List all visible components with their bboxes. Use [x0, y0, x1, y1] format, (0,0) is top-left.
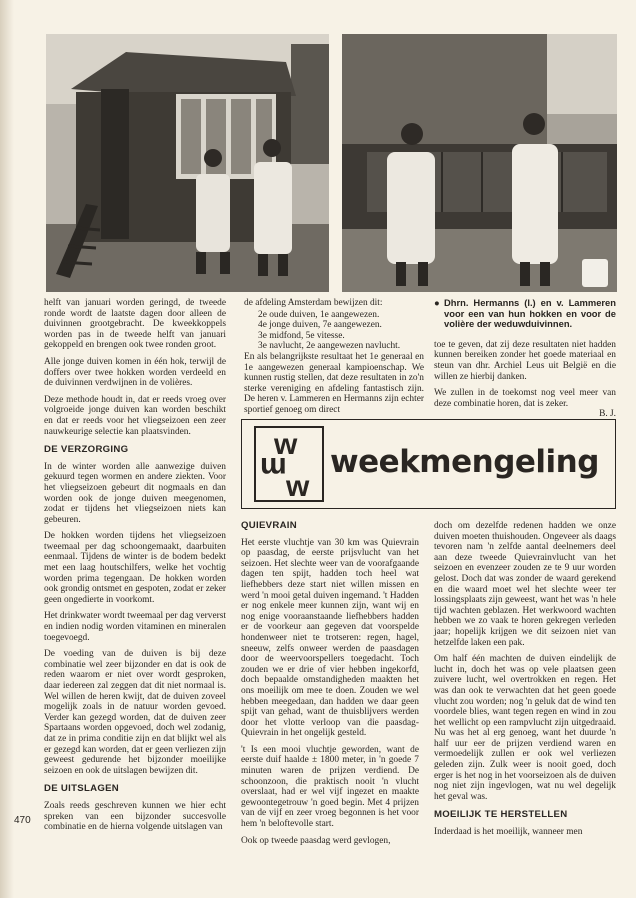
paragraph: In de winter worden alle aanwezige duiven gekuurd tegen wormen en andere ziekten. Voor het vliegseizoen gebeurt dit nogmaals en dan worden ook de jonge duiven meegenomen, zodat er tijdens het vliegseizoen niets kan gebeuren. — [44, 461, 226, 525]
bullet-icon: ● — [434, 297, 440, 308]
paragraph: Zoals reeds geschreven kunnen we hier echt spreken van een bijzonder succesvolle combinatie en de hierna volgende uitslagen van — [44, 800, 226, 833]
paragraph: Ook op tweede paasdag werd gevlogen, — [241, 835, 391, 846]
column-3 — [434, 298, 616, 420]
result-item: 3e midfond, 5e vitesse. — [258, 330, 345, 341]
paragraph: 't Is een mooi vluchtje geworden, want de eerste duif haalde ± 1800 meter, in 'n goede 7 minuten waren de prijzen verdiend. De schoonzoon, die praktisch nooit 'n vlucht overslaat, had er wel vijf ingezet en maakte gewoontegetrouw 'n goed begin. Met 4 prijzen van de vijf en zeer vroeg begonnen is het voor hem 'n beloftevolle start. — [241, 744, 419, 830]
section-heading: MOEILIJK TE HERSTELLEN — [434, 809, 568, 821]
results-list — [258, 310, 424, 352]
caption-text: Dhrn. Hermanns (l.) en v. Lammeren voor een van hun hokken en voor de volière der weduwduivinnen. — [444, 297, 616, 330]
paragraph: Alle jonge duiven komen in één hok, terwijl de doffers over twee hokken worden verdeeld en de duivinnen verdwijnen in de volières. — [44, 356, 226, 389]
wmw-logo — [254, 426, 324, 502]
banner-title: weekmengeling — [330, 444, 599, 480]
paragraph: Het drinkwater wordt tweemaal per dag ververst en indien nodig worden vitaminen en mineralen toegevoegd. — [44, 611, 226, 643]
result-item: 4e jonge duiven, 7e aangewezen. — [258, 320, 382, 331]
paragraph: de afdeling Amsterdam bewijzen dit: — [244, 298, 383, 308]
photo-caption — [434, 298, 616, 330]
result-item: 3e navlucht, 2e aangewezen navlucht. — [258, 341, 401, 352]
result-item: 2e oude duiven, 1e aangewezen. — [258, 309, 380, 320]
section-heading: DE UITSLAGEN — [44, 783, 120, 795]
paragraph: De hokken worden tijdens het vliegseizoen tweemaal per dag schoongemaakt, daarbuiten eenmaal. Tijdens de winter is de bodem bedekt met een laag houtschilfers, welke het vochtig worden prima tegengaan. De hokken worden ook grondig ontsmet en gespoten, zodat er zeker geen ongedierte in voorkomt. — [44, 531, 226, 605]
paragraph: En als belangrijkste resultaat het 1e generaal en 1e aangewezen generaal kampioenschap. We kunnen rustig stellen, dat deze resultaten in zo'n sterke vereniging en afdeling fantastisch zijn. De heren v. Lammeren en Hermanns zijn echter sportief genoeg om direct — [244, 351, 424, 415]
paragraph: De voeding van de duiven is bij deze combinatie wel zeer bijzonder en dat is ook de reden waarom er niet over wordt gesproken, daar iedereen zal zeggen dat dit niet normaal is. Wel willen de heren kwijt, dat de duiven zoveel mogelijk zoals in de natuur worden gevoed. Verder kan gezegd worden, dat de duiven zeer Spartaans worden opgevoed, doch wel zodanig, dat ze in prima conditie zijn en dat blijkt wel als er gezegd kan worden, dat er geen verliezen zijn geweest gedurende het bijzonder moeilijke seizoen en ook de uitslagen bewijzen dit. — [44, 649, 226, 776]
column-1 — [44, 298, 226, 839]
column-2 — [244, 298, 424, 422]
logo-letter: m — [260, 451, 287, 484]
weekmengeling-banner — [241, 419, 616, 509]
section-heading: QUIEVRAIN — [241, 520, 298, 531]
paragraph: We zullen in de toekomst nog veel meer van deze combinatie horen, dat is zeker. — [434, 388, 616, 409]
paragraph: Het eerste vluchtje van 30 km was Quievrain op paasdag, de eerste prijsvlucht van het seizoen. Het slechte weer van de voorafgaande dagen ten spijt, hadden toch heel wat liefhebbers deze start niet willen missen en werd 'n mooi getal duiven ingemand. 't Hadden er nog enkele meer kunnen zijn, want wij en nog enige vooraanstaande liefhebbers hadden er de voorkeur aan gegeven dat voorspelde hondenweer niet te trotseren: regen, hagel, sneeuw, zelfs onweer werden de paasdagen door de weervoorspellers toegedacht. Toch zouden we er drie of vier hebben ingekorfd, doch bepaalde omstandigheden maakten het ons moeilijk om mee te doen. Zouden we wel hebben meegedaan, dan hadden we daar geen spijt van gehad, want de thuisblijvers werden door het vlotte verloop van die paasdag-Quievrain in het ongelijk gesteld. — [241, 537, 419, 739]
paragraph: Deze methode houdt in, dat er reeds vroeg over volgroeide jonge duiven kan worden beschikt en dat er reeds voor het vliegseizoen een zeer nauwkeurige selectie kan plaatsvinden. — [44, 394, 226, 437]
paragraph: doch om dezelfde redenen hadden we onze duiven moeten thuishouden. Ongeveer als daags tevoren nam 'n zelfde aantal deelnemers deel aan deze tweede Quievrainvlucht van het seizoen en evenzeer zouden ze te 9 uur worden gelost. Doch dat was zonder de waard gerekend en die waard moet wel het slechte weer ter lossingsplaats zijn geweest, want het was 'n hele tijd wachten geblazen. Het werkwoord wachten hebben we zo vaak te horen gekregen verleden jaar; hopelijk krijgen we dit seizoen niet van hetzelfde laken een pak. — [434, 521, 616, 648]
paragraph: toe te geven, dat zij deze resultaten niet hadden kunnen bereiken zonder het goede materiaal en steun van dhr. Archiel Leus uit België en die willen ze hierbij danken. — [434, 339, 616, 382]
page-edge-shadow — [0, 0, 14, 898]
page-number: 470 — [14, 815, 31, 826]
column-2-lower — [241, 521, 419, 852]
signature: B. J. — [599, 409, 616, 420]
paragraph: Om half één machten de duiven eindelijk de lucht in, doch het was op vele plaatsen geen zuivere lucht, wel overtrokken en regen. Het was dan ook te verwachten dat het geen goede vlucht zou worden; nog 'n geluk dat de wind ten voordele blies, want tegen regen en wind in zou het wellicht op een rampvlucht zijn uitgedraaid. Nu was het al erg genoeg, want het duurde 'n half uur eer de prijzen verdiend waren en vermoedelijk zullen er ook wel verliezen geleden zijn. Zulk weer is nooit goed, doch erger is het nog in het voorseizoen als de duiven nog niet zijn ingevlogen, wat nu wel degelijk het geval was. — [434, 654, 616, 802]
paragraph: Inderdaad is het moeilijk, wanneer men — [434, 827, 583, 838]
logo-letter: w — [274, 428, 298, 461]
photo-aviary-men — [342, 34, 617, 292]
paragraph: helft van januari worden geringd, de tweede ronde wordt de laatste dagen door alleen de duivinnen grootgebracht. De kweekkoppels worden pas in de tweede helft van januari gekoppeld en brengen ook twee ronden groot. — [44, 298, 226, 351]
section-heading: DE VERZORGING — [44, 444, 129, 456]
photo-pigeon-loft — [46, 34, 329, 292]
logo-letter: w — [286, 470, 310, 503]
column-3-lower — [434, 521, 616, 844]
